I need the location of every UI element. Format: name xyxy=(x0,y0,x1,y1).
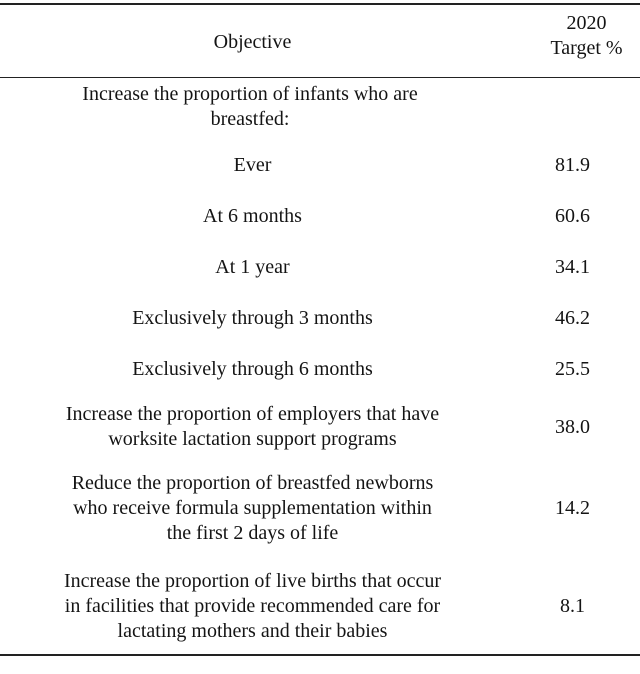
header-objective: Objective xyxy=(213,30,292,53)
row-label: Exclusively through 6 months xyxy=(132,358,373,380)
row-label: Exclusively through 3 months xyxy=(132,307,373,329)
objectives-table xyxy=(0,3,640,656)
table-row xyxy=(0,293,640,344)
bottom-rule xyxy=(0,654,640,656)
row-label: Ever xyxy=(233,154,272,176)
row-value: 25.5 xyxy=(555,358,590,380)
header-target-year: 2020 xyxy=(566,12,607,34)
row-label-line: Increase the proportion of live births that occur xyxy=(63,569,442,592)
table-row xyxy=(0,344,640,395)
row-label xyxy=(0,402,505,452)
row-value: 46.2 xyxy=(555,307,590,329)
row-value: 34.1 xyxy=(555,256,590,278)
row-value: 81.9 xyxy=(555,154,590,176)
table-row xyxy=(0,459,640,558)
intro-line-1: Increase the proportion of infants who are xyxy=(82,83,418,105)
row-label-line: Reduce the proportion of breastfed newborns xyxy=(71,472,434,494)
row-value: 38.0 xyxy=(555,415,590,438)
table-row xyxy=(0,140,640,191)
row-label-line: in facilities that provide recommended care for xyxy=(64,594,441,617)
row-label xyxy=(0,471,505,546)
table-header xyxy=(0,5,640,77)
intro-text xyxy=(0,82,500,132)
table-row xyxy=(0,558,640,654)
row-label-line: worksite lactation support programs xyxy=(108,428,397,450)
row-label-line: Increase the proportion of employers that have xyxy=(65,403,440,425)
row-label-line: the first 2 days of life xyxy=(166,522,339,544)
row-label-line: who receive formula supplementation within xyxy=(73,497,432,519)
row-label xyxy=(0,569,505,644)
table-row xyxy=(0,191,640,242)
intro-row xyxy=(0,78,640,140)
table-row xyxy=(0,242,640,293)
row-value: 8.1 xyxy=(560,594,585,617)
row-label: At 6 months xyxy=(203,205,302,227)
row-label-line: lactating mothers and their babies xyxy=(117,619,388,642)
row-value: 60.6 xyxy=(555,205,590,227)
row-value: 14.2 xyxy=(555,497,590,519)
row-label: At 1 year xyxy=(215,256,290,278)
table-row xyxy=(0,395,640,459)
header-target xyxy=(505,5,640,61)
header-target-label: Target % xyxy=(550,37,623,59)
intro-line-2: breastfed: xyxy=(210,108,290,130)
